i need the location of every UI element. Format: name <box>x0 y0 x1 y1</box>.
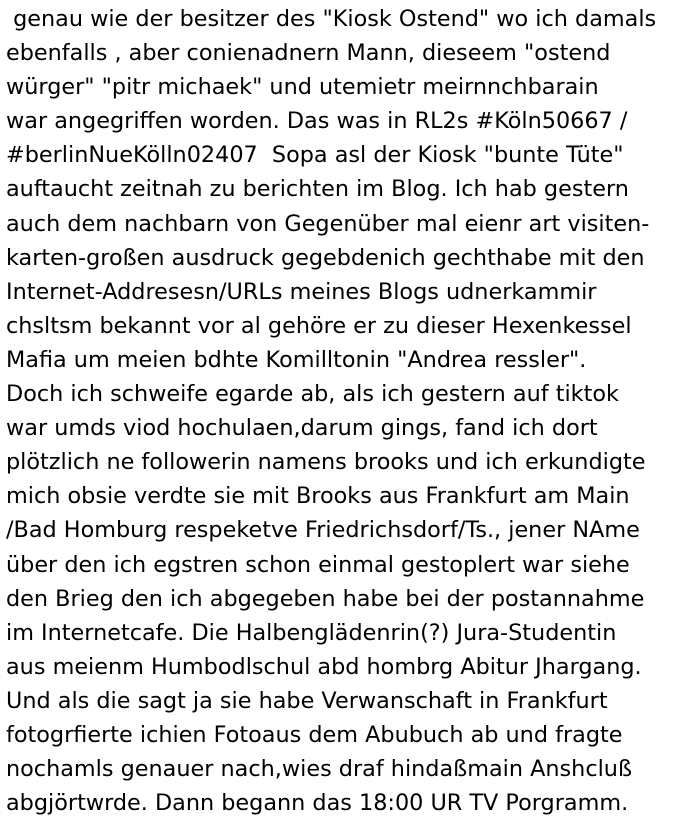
text-line: abgjörtwrde. Dann begann das 18:00 UR TV Porgramm. <box>6 790 629 817</box>
text-line: #berlinNueKölln02407 Sopa asl der Kiosk "bunte Tüte" <box>6 142 624 169</box>
text-line: den Brieg den ich abgegeben habe bei der postannahme <box>6 585 645 612</box>
text-line: fotogrfierte ichien Fotoaus dem Abubuch ab und fragte <box>6 721 623 748</box>
text-line: war umds viod hochulaen,darum gings, fand ich dort <box>6 415 598 442</box>
text-line: auftaucht zeitnah zu berichten im Blog. Ich hab gestern <box>6 176 629 203</box>
text-line: Doch ich schweife egarde ab, als ich gestern auf tiktok <box>6 381 619 408</box>
text-line: würger" "pitr michaek" und utemietr meirnnchbarain <box>6 74 599 101</box>
text-line: war angegriffen worden. Das was in RL2s #Köln50667 / <box>6 108 628 135</box>
text-line: Und als die sagt ja sie habe Verwanschaft in Frankfurt <box>6 687 608 714</box>
text-line: im Internetcafe. Die Halbenglädenrin(?) Jura-Studentin <box>6 619 617 646</box>
text-line: auch dem nachbarn von Gegenüber mal eienr art visiten- <box>6 210 650 237</box>
text-line: über den ich egstren schon einmal gestoplert war siehe <box>6 551 630 578</box>
text-line: Mafia um meien bdhte Komilltonin "Andrea ressler". <box>6 346 587 373</box>
text-line: genau wie der besitzer des "Kiosk Ostend" wo ich damals <box>6 6 657 32</box>
text-line: ebenfalls , aber conienadnern Mann, dieseem "ostend <box>6 40 611 67</box>
text-line: karten-großen ausdruck gegebdenich gechthabe mit den <box>6 244 645 271</box>
text-line: Internet-Addresesn/URLs meines Blogs udnerkammir <box>6 278 597 305</box>
text-line: /Bad Homburg respeketve Friedrichsdorf/Ts., jener NAme <box>6 517 640 544</box>
text-line: plötzlich ne followerin namens brooks und ich erkundigte <box>6 449 646 476</box>
text-line: nochamls genauer nach,wies draf hindaßmain Anshcluß <box>6 756 633 783</box>
text-line: aus meienm Humbodlschul abd hombrg Abitur Jhargang. <box>6 653 642 680</box>
text-line: mich obsie verdte sie mit Brooks aus Frankfurt am Main <box>6 483 630 510</box>
body-text <box>6 2 682 820</box>
text-line: chsltsm bekannt vor al gehöre er zu dieser Hexenkessel <box>6 312 632 339</box>
